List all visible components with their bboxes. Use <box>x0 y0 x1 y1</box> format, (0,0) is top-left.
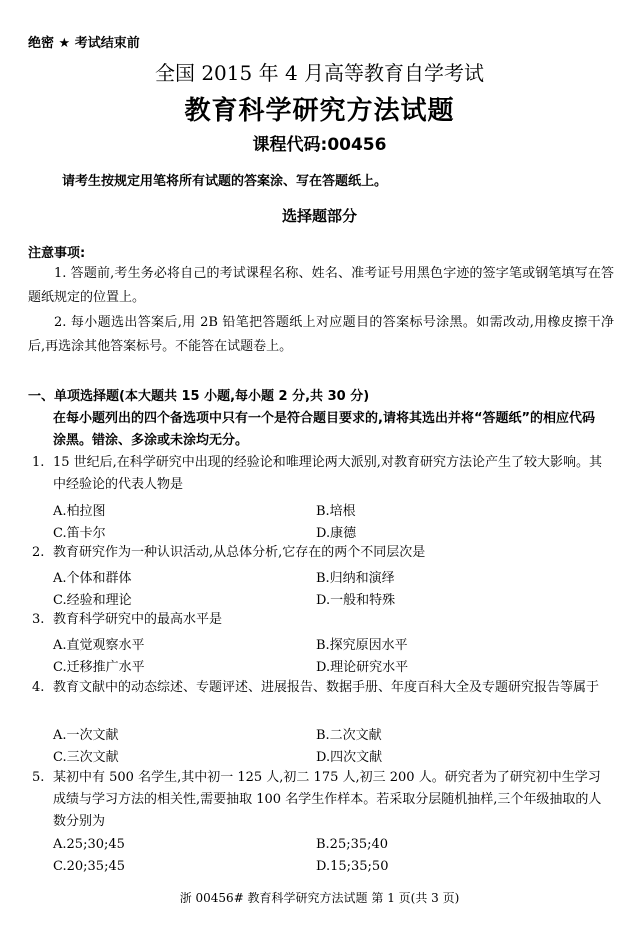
secret-label: 绝密 ★ 考试结束前 <box>28 36 140 51</box>
question-text: 教育科学研究中的最高水平是 <box>53 612 223 627</box>
note-item: 1. 答题前,考生务必将自己的考试课程名称、姓名、准考证号用黑色字迹的签字笔或钢笔填写在答题纸规定的位置上。 <box>28 266 614 305</box>
question-number: 4. <box>32 680 45 695</box>
subject-title: 教育科学研究方法试题 <box>184 96 455 126</box>
answer-instruction: 请考生按规定用笔将所有试题的答案涂、写在答题纸上。 <box>62 174 388 189</box>
part-title: 选择题部分 <box>281 207 357 225</box>
question-1 <box>32 452 607 496</box>
option-d: D.理论研究水平 <box>316 660 409 675</box>
option-c: C.经验和理论 <box>53 593 132 608</box>
question-text: 教育文献中的动态综述、专题评述、进展报告、数据手册、年度百科大全及专题研究报告等属于 <box>53 680 600 695</box>
question-2 <box>32 542 607 564</box>
option-c: C.20;35;45 <box>53 859 126 874</box>
option-d: D.一般和特殊 <box>316 593 396 608</box>
question-number: 3. <box>32 612 45 627</box>
option-b: B.25;35;40 <box>316 837 389 852</box>
question-number: 5. <box>32 770 45 785</box>
section-note: 在每小题列出的四个备选项中只有一个是符合题目要求的,请将其选出并将“答题纸”的相应代码涂黑。错涂、多涂或未涂均无分。 <box>53 411 596 448</box>
option-c: C.笛卡尔 <box>53 526 106 541</box>
option-c: C.三次文献 <box>53 750 119 765</box>
option-a: A.25;30;45 <box>53 837 125 852</box>
option-c: C.迁移推广水平 <box>53 660 145 675</box>
option-d: D.四次文献 <box>316 750 383 765</box>
note-item: 2. 每小题选出答案后,用 2B 铅笔把答题纸上对应题目的答案标号涂黑。如需改动,用橡皮擦干净后,再选涂其他答案标号。不能答在试题卷上。 <box>28 315 614 354</box>
question-4 <box>32 677 607 699</box>
question-number: 1. <box>32 455 45 470</box>
option-a: A.个体和群体 <box>53 571 132 586</box>
option-b: B.培根 <box>316 504 356 519</box>
question-text: 15 世纪后,在科学研究中出现的经验论和唯理论两大派别,对教育研究方法论产生了较大影响。其中经验论的代表人物是 <box>53 455 602 492</box>
question-number: 2. <box>32 545 45 560</box>
section-heading: 一、单项选择题(本大题共 15 小题,每小题 2 分,共 30 分) <box>28 389 370 404</box>
course-code: 课程代码:00456 <box>252 135 387 155</box>
question-text: 教育研究作为一种认识活动,从总体分析,它存在的两个不同层次是 <box>53 545 426 560</box>
option-a: A.一次文献 <box>53 728 119 743</box>
option-a: A.直觉观察水平 <box>53 638 145 653</box>
option-b: B.二次文献 <box>316 728 382 743</box>
option-d: D.康德 <box>316 526 357 541</box>
option-b: B.归纳和演绎 <box>316 571 395 586</box>
page-footer: 浙 00456# 教育科学研究方法试题 第 1 页(共 3 页) <box>179 891 460 905</box>
question-5 <box>32 767 607 833</box>
option-a: A.柏拉图 <box>53 504 106 519</box>
notes-heading: 注意事项: <box>28 246 86 261</box>
question-text: 某初中有 500 名学生,其中初一 125 人,初二 175 人,初三 200 人。研究者为了研究初中生学习成绩与学习方法的相关性,需要抽取 100 名学生作样本。若采取分层随机抽样,三个年级抽取的人数分别为 <box>53 770 602 829</box>
question-3 <box>32 609 607 631</box>
option-d: D.15;35;50 <box>316 859 389 874</box>
option-b: B.探究原因水平 <box>316 638 408 653</box>
exam-title: 全国 2015 年 4 月高等教育自学考试 <box>154 61 485 85</box>
